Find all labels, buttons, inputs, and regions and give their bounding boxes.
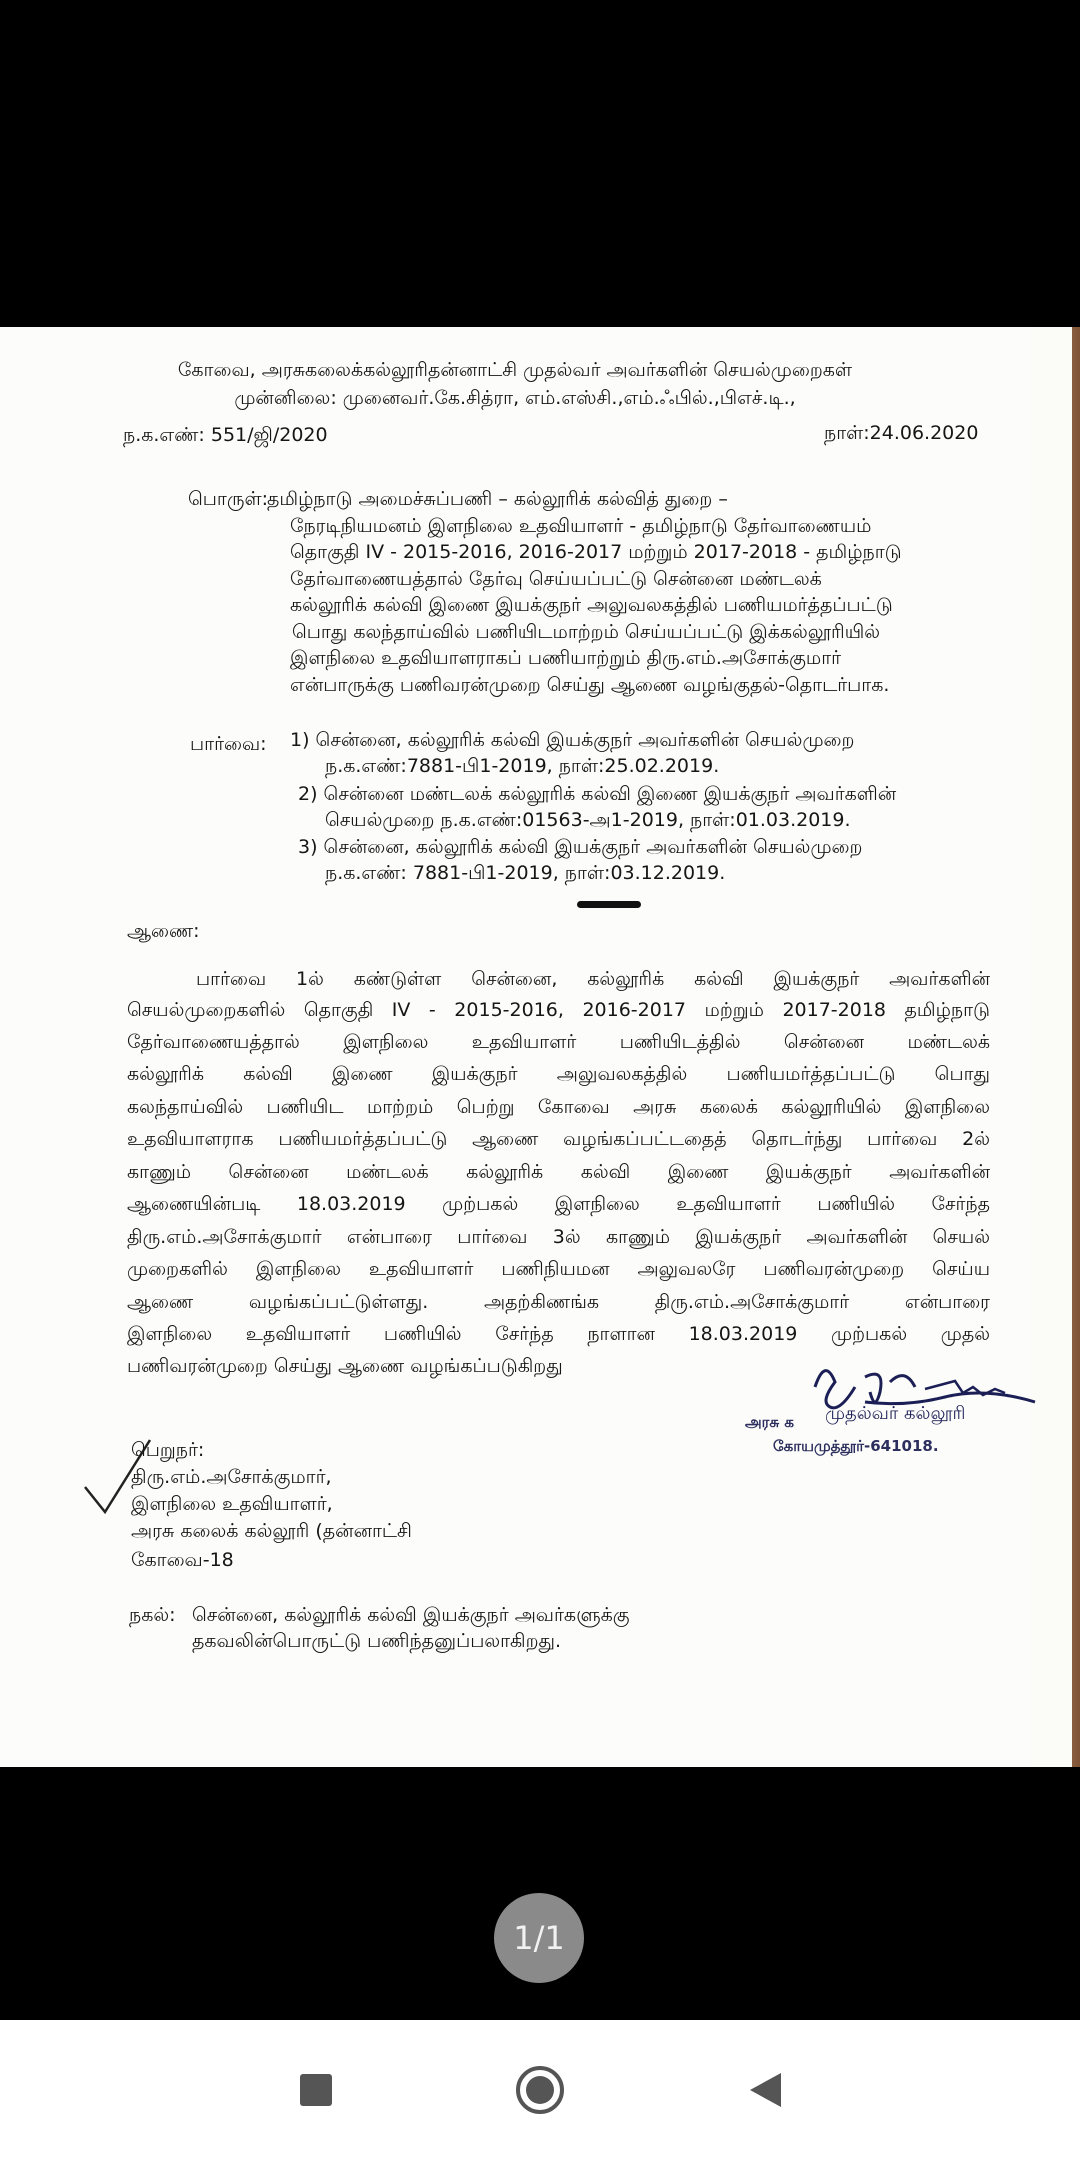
reference-item: ந.க.எண்:7881-பி1-2019, நாள்:25.02.2019. — [325, 755, 720, 777]
body-line: கல்லூரிக் கல்வி இணை இயக்குநர் அலுவலகத்தில் பணியமர்த்தப்பட்டு பொது — [127, 1063, 990, 1085]
letter-sheet — [0, 327, 1030, 1767]
subject-line: என்பாருக்கு பணிவரன்முறை செய்து ஆணை வழங்குதல்-தொடர்பாக. — [290, 674, 890, 696]
signatory-title: முதல்வர் கல்லூரி — [825, 1403, 966, 1424]
body-line: முறைகளில் இளநிலை உதவியாளர் பணிநியமன அலுவலரே பணிவரன்முறை செய்ய — [127, 1258, 990, 1280]
body-line: உதவியாளராக பணியமர்த்தப்பட்டு ஆணை வழங்கப்பட்டதைத் தொடர்ந்து பார்வை 2ல் — [127, 1128, 990, 1150]
copy-line: சென்னை, கல்லூரிக் கல்வி இயக்குநர் அவர்களுக்கு — [192, 1604, 630, 1626]
letter-header-line-1: கோவை, அரசுகலைக்கல்லூரிதன்னாட்சி முதல்வர் அவர்களின் செயல்முறைகள் — [177, 359, 853, 381]
body-line: ஆணை வழங்கப்பட்டுள்ளது. அதற்கிணங்க திரு.எம்.அசோக்குமார் என்பாரை — [127, 1291, 990, 1313]
reference-item: ந.க.எண்: 7881-பி1-2019, நாள்:03.12.2019. — [325, 862, 726, 884]
subject-line: தேர்வாணையத்தால் தேர்வு செய்யப்பட்டு சென்னை மண்டலக் — [290, 568, 822, 590]
body-line: கலந்தாய்வில் பணியிட மாற்றம் பெற்று கோவை அரசு கலைக் கல்லூரியில் இளநிலை — [127, 1096, 990, 1118]
letter-header-line-2: முன்னிலை: முனைவர்.கே.சித்ரா, எம்.எஸ்சி.,எம்.ஃபில்.,பிஎச்.டி., — [234, 387, 796, 409]
body-line: தேர்வாணையத்தால் இளநிலை உதவியாளர் பணியிடத்தில் சென்னை மண்டலக் — [127, 1031, 990, 1053]
triangle-back-icon — [747, 2071, 783, 2109]
subject-line: கல்லூரிக் கல்வி இணை இயக்குநர் அலுவலகத்தில் பணியமர்த்தப்பட்டு — [290, 594, 893, 616]
recipient-line: திரு.எம்.அசோக்குமார், — [131, 1466, 332, 1488]
body-line: இளநிலை உதவியாளர் பணியில் சேர்ந்த நாளான 18.03.2019 முற்பகல் முதல் — [127, 1323, 990, 1345]
system-navigation-bar — [0, 2020, 1080, 2160]
body-line: ஆணையின்படி 18.03.2019 முற்பகல் இளநிலை உதவியாளர் பணியில் சேர்ந்த — [127, 1193, 990, 1215]
document-page[interactable] — [0, 327, 1072, 1767]
recents-button[interactable] — [286, 2060, 346, 2120]
copy-label: நகல்: — [129, 1604, 176, 1626]
reference-item: 3) சென்னை, கல்லூரிக் கல்வி இயக்குநர் அவர்களின் செயல்முறை — [298, 836, 863, 858]
references-label: பார்வை: — [190, 733, 267, 755]
copy-line: தகவலின்பொருட்டு பணிந்தனுப்பலாகிறது. — [192, 1630, 562, 1652]
recipient-label: பெறுநர்: — [131, 1439, 205, 1461]
subject-line: தொகுதி IV - 2015-2016, 2016-2017 மற்றும் 2017-2018 - தமிழ்நாடு — [290, 541, 902, 563]
reference-item: 2) சென்னை மண்டலக் கல்லூரிக் கல்வி இணை இயக்குநர் அவர்களின் — [298, 783, 897, 805]
reference-item: செயல்முறை ந.க.எண்:01563-அ1-2019, நாள்:01.03.2019. — [325, 809, 851, 831]
stamp-text-2: கோயமுத்தூர்-641018. — [773, 1437, 939, 1455]
square-icon — [299, 2073, 333, 2107]
reference-item: 1) சென்னை, கல்லூரிக் கல்வி இயக்குநர் அவர்களின் செயல்முறை — [290, 729, 855, 751]
subject-line: பொது கலந்தாய்வில் பணியிடமாற்றம் செய்யப்பட்டு இக்கல்லூரியில் — [292, 621, 880, 643]
back-button[interactable] — [735, 2060, 795, 2120]
body-line: திரு.எம்.அசோக்குமார் என்பாரை பார்வை 3ல் காணும் இயக்குநர் அவர்களின் செயல் — [127, 1226, 990, 1248]
stamp-text-1: அரசு க — [745, 1413, 795, 1431]
body-line: செயல்முறைகளில் தொகுதி IV - 2015-2016, 2016-2017 மற்றும் 2017-2018 தமிழ்நாடு — [127, 999, 990, 1021]
subject-line: தமிழ்நாடு அமைச்சுப்பணி – கல்லூரிக் கல்வித் துறை – — [267, 488, 728, 510]
separator-mark — [577, 901, 641, 908]
recipient-line: அரசு கலைக் கல்லூரி (தன்னாட்சி — [131, 1520, 412, 1542]
order-label: ஆணை: — [127, 920, 200, 942]
circle-icon — [515, 2065, 565, 2115]
body-line-last: பணிவரன்முறை செய்து ஆணை வழங்கப்படுகிறது — [127, 1355, 563, 1377]
recipient-line: கோவை-18 — [131, 1549, 234, 1571]
subject-line: நேரடிநியமனம் இளநிலை உதவியாளர் - தமிழ்நாடு தேர்வாணையம் — [290, 515, 872, 537]
recipient-line: இளநிலை உதவியாளர், — [131, 1493, 333, 1515]
body-line: காணும் சென்னை மண்டலக் கல்லூரிக் கல்வி இணை இயக்குநர் அவர்களின் — [127, 1161, 990, 1183]
subject-label: பொருள்: — [188, 488, 269, 510]
letter-date: நாள்:24.06.2020 — [824, 422, 979, 444]
body-line: பார்வை 1ல் கண்டுள்ள சென்னை, கல்லூரிக் கல்வி இயக்குநர் அவர்களின் — [196, 968, 990, 990]
home-button[interactable] — [510, 2060, 570, 2120]
reference-number: ந.க.எண்: 551/ஜி/2020 — [123, 424, 328, 446]
subject-line: இளநிலை உதவியாளராகப் பணியாற்றும் திரு.எம்.அசோக்குமார் — [290, 647, 842, 669]
page-indicator: 1/1 — [494, 1893, 584, 1983]
